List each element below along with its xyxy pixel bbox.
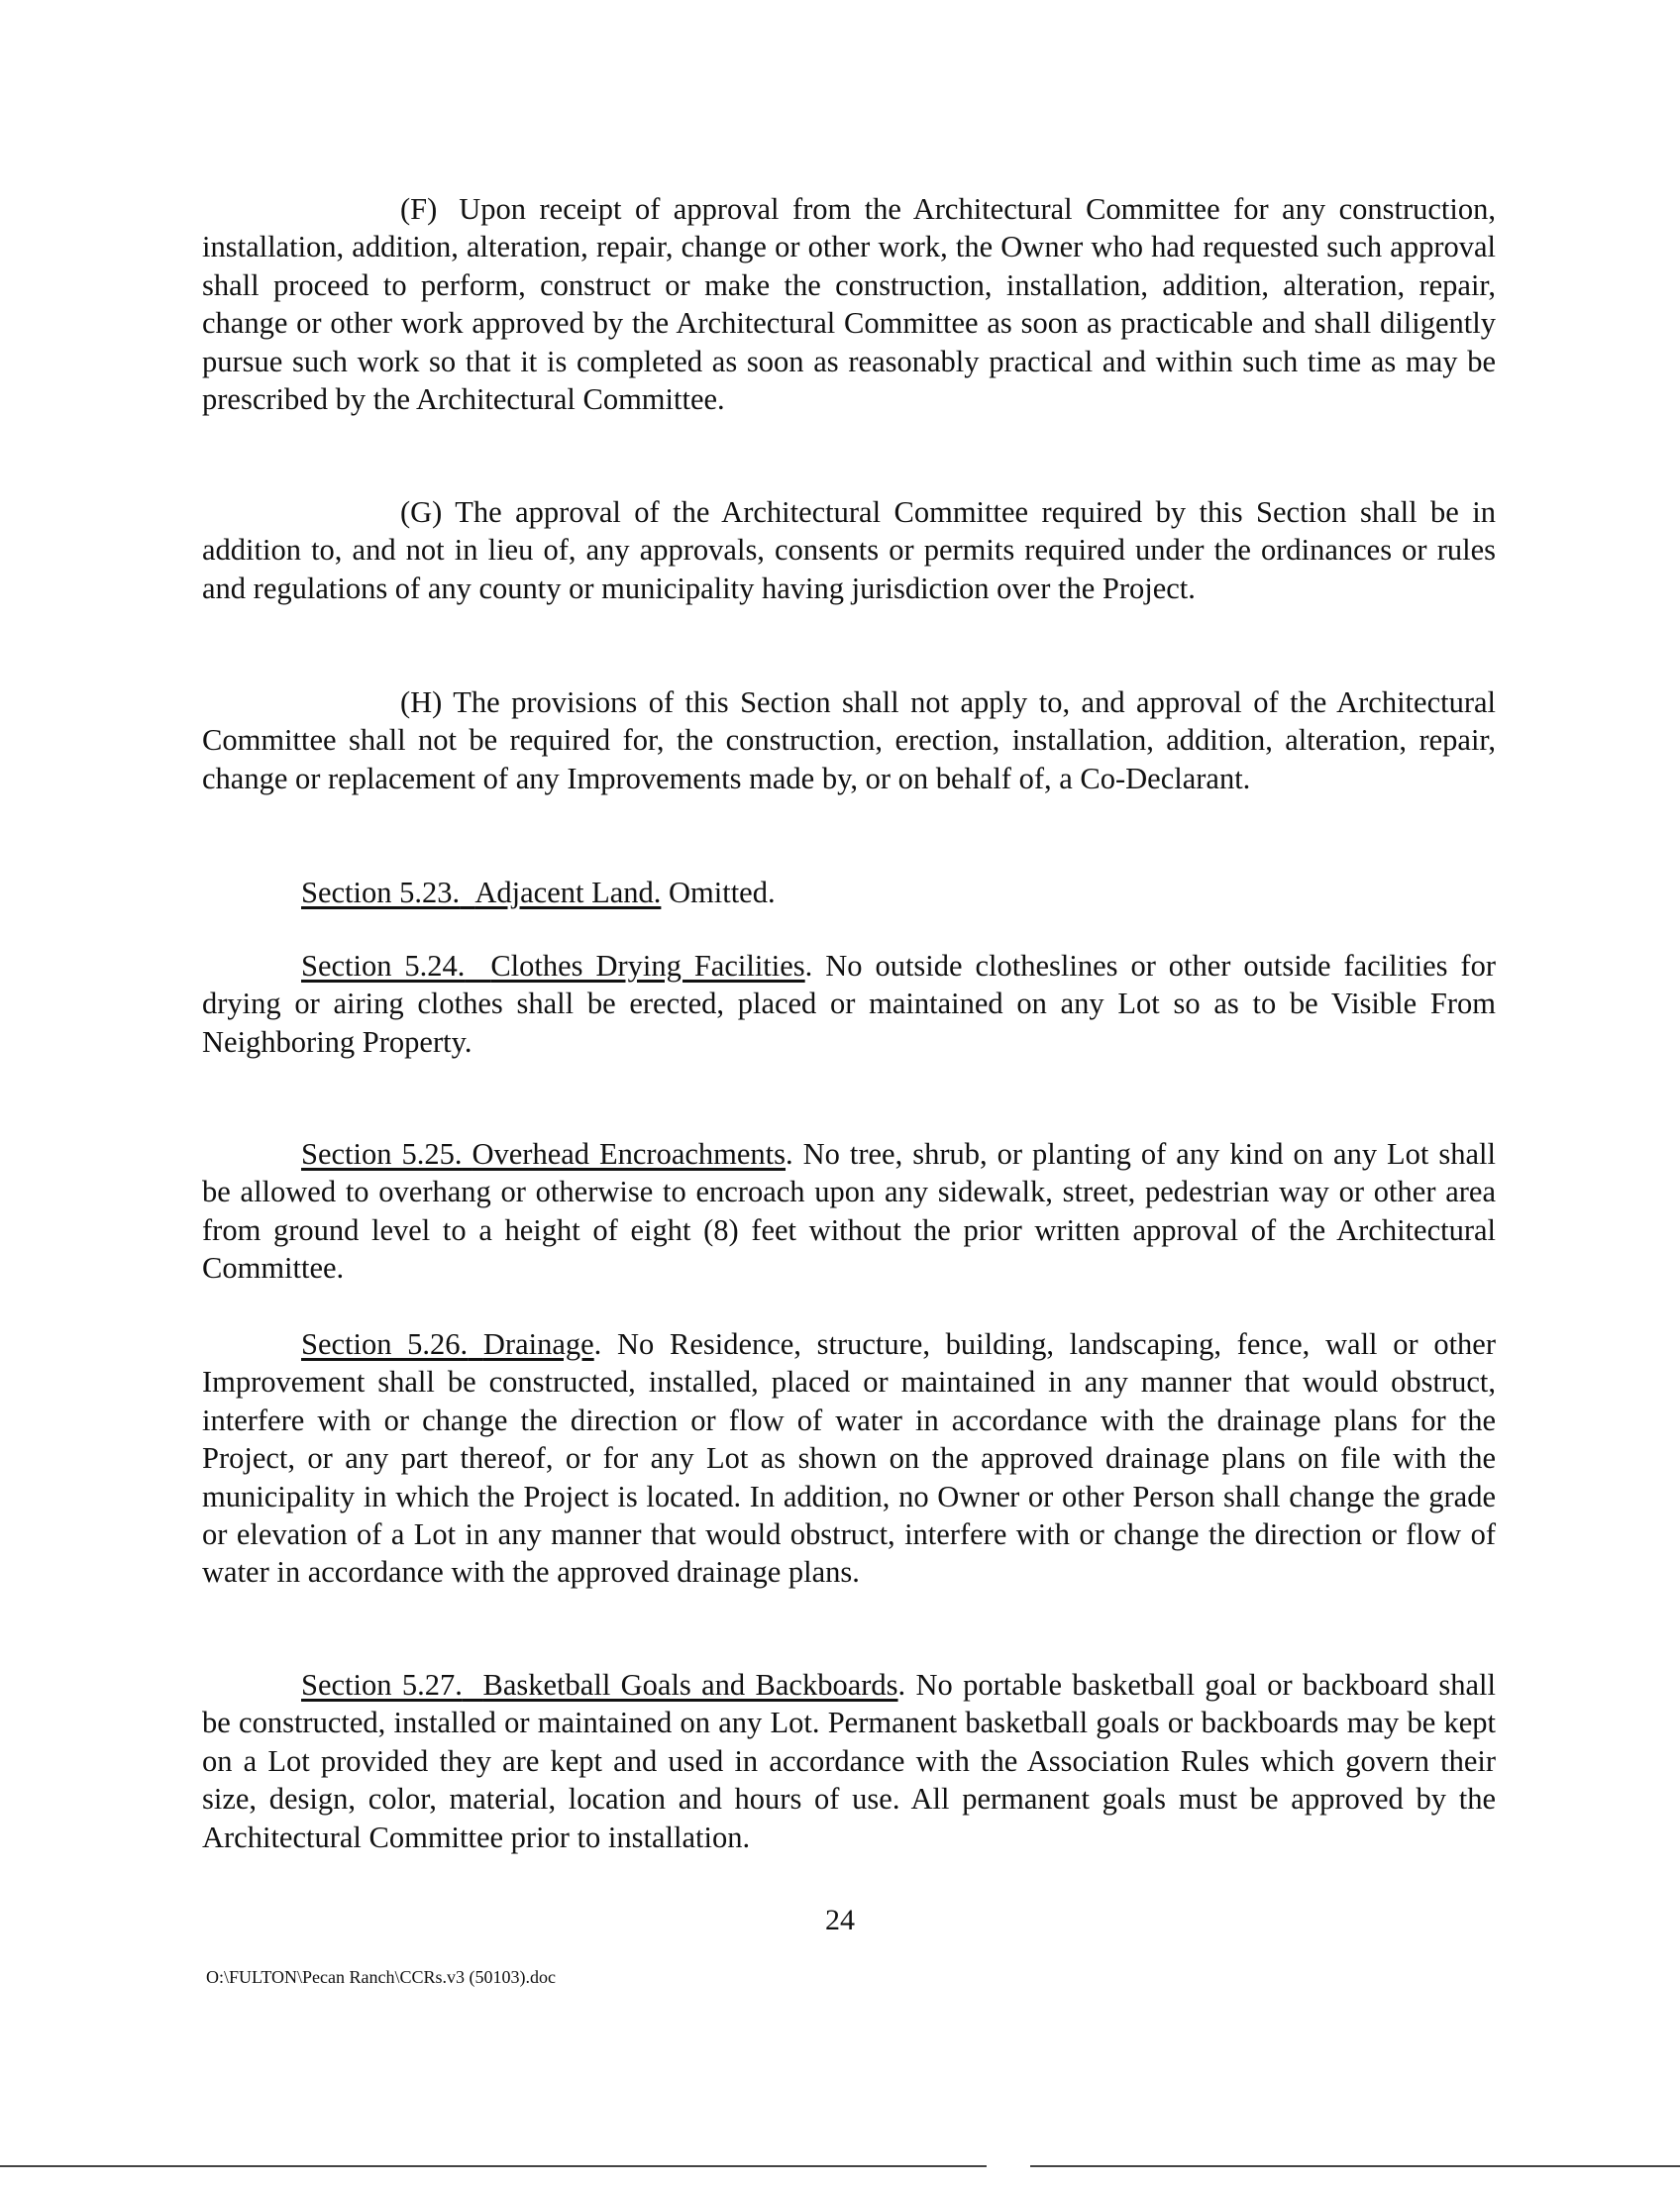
paragraph-f-label: (F) — [400, 192, 438, 226]
section-5-23-text: Omitted. — [669, 876, 776, 909]
section-5-24-number: Section 5.24. — [301, 949, 466, 983]
paragraph-g — [202, 493, 1496, 607]
paragraph-f-text: Upon receipt of approval from the Architectural Committee for any construction, installation, addition, alteration, repair, change or other work, the Owner who had requested such approval shall proceed to perform, construct or make the construction, installation, addition, alteration, repair, change or other work approved by the Architectural Committee as soon as practicable and shall diligently pursue such work so that it is completed as soon as reasonably practical and within such time as may be prescribed by the Architectural Committee. — [202, 192, 1496, 417]
section-5-25-number: Section 5.25. — [301, 1137, 463, 1171]
section-5-25-text: . No tree, shrub, or planting of any kind on any Lot shall be allowed to overhang or otherwise to encroach upon any sidewalk, street, pedestrian way or other area from ground level to a height of eight (8) feet without the prior written approval of the Architectural Committee. — [202, 1137, 1496, 1286]
section-5-26-title: Drainage — [482, 1327, 594, 1361]
section-5-27-text: . No portable basketball goal or backboard shall be constructed, installed or maintained on any Lot. Permanent basketball goals or backboards may be kept on a Lot provided they are kept and used in accordance with the Association Rules which govern their size, design, color, material, location and hours of use. All permanent goals must be approved by the Architectural Committee prior to installation. — [202, 1668, 1497, 1854]
section-5-26-text: . No Residence, structure, building, landscaping, fence, wall or other Improvement shall be constructed, installed, placed or maintained in any manner that would obstruct, interfere with or change the direction or flow of water in accordance with the drainage plans for the Project, or any part thereof, or for any Lot as shown on the approved drainage plans on file with the municipality in which the Project is located. In addition, no Owner or other Person shall change the grade or elevation of a Lot in any manner that would obstruct, interfere with or change the direction or flow of water in accordance with the approved drainage plans. — [202, 1327, 1496, 1590]
paragraph-h — [202, 683, 1496, 797]
section-5-23-title: Adjacent Land. — [474, 876, 662, 909]
paragraph-h-text: The provisions of this Section shall not apply to, and approval of the Architectural Committee shall not be required for, the construction, erection, installation, addition, alteration, repair, change or replacement of any Improvements made by, or on behalf of, a Co-Declarant. — [202, 685, 1496, 795]
file-path: O:\FULTON\Pecan Ranch\CCRs.v3 (50103).doc — [206, 1967, 556, 1987]
section-5-24-text: . No outside clotheslines or other outside facilities for drying or airing clothes shall be erected, placed or maintained on any Lot so as to be Visible From Neighboring Property. — [202, 949, 1496, 1059]
paragraph-g-text: The approval of the Architectural Committee required by this Section shall be in addition to, and not in lieu of, any approvals, consents or permits required under the ordinances or rules and regulations of any county or municipality having jurisdiction over the Project. — [202, 495, 1496, 605]
paragraph-h-label: (H) — [400, 685, 443, 719]
section-5-23-number: Section 5.23. — [301, 876, 461, 909]
section-5-27 — [202, 1666, 1496, 1856]
section-5-26 — [202, 1325, 1496, 1592]
section-5-24-title: Clothes Drying Facilities — [490, 949, 805, 983]
section-5-23 — [202, 874, 1496, 911]
section-5-27-number: Section 5.27. — [301, 1668, 463, 1702]
section-5-24 — [202, 947, 1496, 1061]
section-5-25 — [202, 1135, 1496, 1288]
page-number: 24 — [825, 1904, 855, 1936]
section-5-25-title: Overhead Encroachments — [472, 1137, 787, 1171]
section-5-27-title: Basketball Goals and Backboards — [482, 1668, 898, 1702]
paragraph-g-label: (G) — [400, 495, 443, 529]
paragraph-f — [202, 190, 1496, 418]
bottom-rule-right — [1030, 2165, 1680, 2167]
bottom-rule-left — [0, 2165, 987, 2167]
section-5-26-number: Section 5.26. — [301, 1327, 469, 1361]
